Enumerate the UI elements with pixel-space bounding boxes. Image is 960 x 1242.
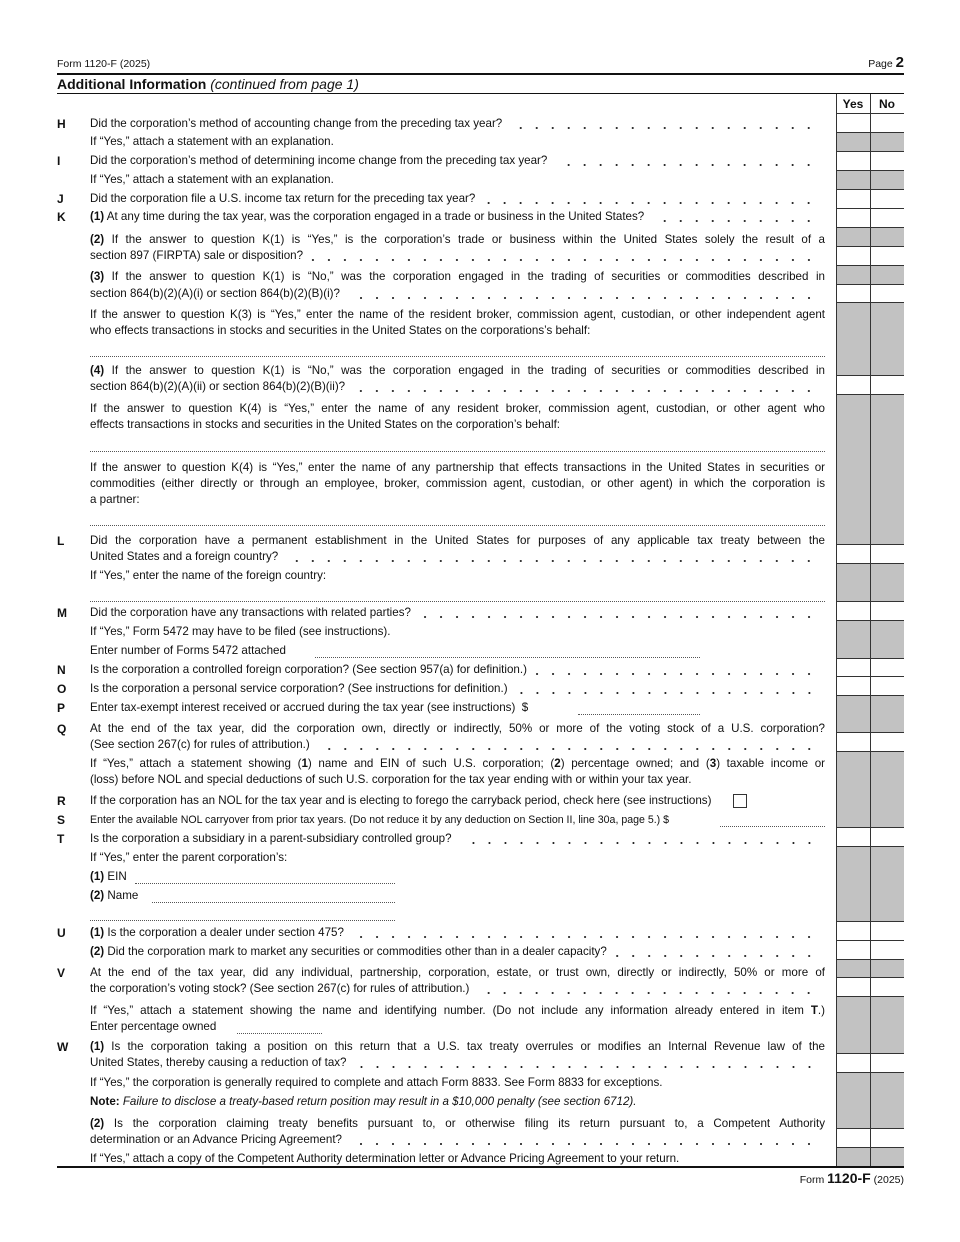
question-text — [90, 1095, 636, 1108]
question-text — [90, 549, 278, 565]
text-segment: Is the corporation a dealer under section 475? — [104, 926, 344, 939]
question-text — [90, 737, 310, 753]
no-answer-box[interactable] — [870, 978, 904, 997]
item-letter: U — [57, 926, 66, 940]
bold-label: 2 — [554, 757, 561, 770]
yes-answer-box[interactable] — [836, 285, 870, 303]
shaded-cell — [836, 395, 870, 545]
shaded-cell — [836, 847, 870, 922]
yes-answer-box[interactable] — [836, 545, 870, 564]
question-line — [90, 793, 825, 809]
text-segment: Did the corporation’s method of accounting change from the preceding tax year? — [90, 117, 503, 130]
text-segment: (loss) before NOL and special deductions of such U.S. corporation for the tax year ending with or within your tax year. — [90, 773, 692, 786]
text-segment: Enter number of Forms 5472 attached — [90, 644, 286, 657]
no-answer-box[interactable] — [870, 285, 904, 303]
dot-leader — [353, 379, 817, 395]
text-segment: If the answer to question K(1) is “No,” was the corporation engaged in the trading of securities or commodities described in — [104, 364, 825, 377]
bold-label: (2) — [90, 1117, 105, 1130]
text-segment: If the answer to question K(4) is “Yes,” enter the name of any partnership that effects transactions in the United States in securities or — [90, 461, 825, 474]
dot-leader — [555, 153, 817, 169]
dot-leader — [615, 944, 817, 960]
text-segment: section 897 (FIRPTA) sale or disposition? — [90, 249, 304, 262]
text-segment: At any time during the tax year, was the corporation engaged in a trade or business in the United States? — [104, 210, 645, 223]
text-segment: If the answer to question K(1) is “No,” was the corporation engaged in the trading of securities or commodities described in — [104, 270, 825, 283]
bold-label: (3) — [90, 270, 105, 283]
text-segment: a partner: — [90, 493, 140, 506]
question-text — [90, 662, 527, 678]
dot-leader — [352, 925, 817, 941]
text-segment: If “Yes,” enter the name of the foreign country: — [90, 569, 327, 582]
question-text — [90, 1040, 825, 1053]
question-line — [90, 248, 825, 264]
dot-leader — [477, 981, 817, 997]
text-segment: Is the corporation a controlled foreign corporation? (See section 957(a) for definition.) — [90, 663, 527, 676]
footer-form-number: 1120-F — [827, 1170, 871, 1186]
no-answer-box[interactable] — [870, 1054, 904, 1073]
question-text — [90, 722, 825, 735]
page-label: Page — [868, 58, 893, 70]
question-text — [90, 701, 528, 714]
write-in-line[interactable] — [90, 601, 825, 602]
question-text — [90, 493, 140, 506]
question-text — [90, 248, 303, 264]
question-line — [90, 1094, 825, 1110]
shaded-cell — [870, 1073, 904, 1129]
shaded-cell — [836, 133, 870, 152]
question-line — [90, 605, 825, 621]
dot-leader — [311, 248, 817, 264]
question-line — [90, 363, 825, 379]
text-segment: If “Yes,” Form 5472 may have to be filed (see instructions). — [90, 625, 391, 638]
question-line — [90, 681, 825, 697]
bold-label: (1) — [90, 926, 105, 939]
text-segment: Did the corporation mark to market any securities or commodities other than in a dealer capacity? — [104, 945, 607, 958]
no-answer-box[interactable] — [870, 152, 904, 171]
question-line — [90, 1039, 825, 1055]
shaded-cell — [870, 752, 904, 828]
text-segment: If “Yes,” the corporation is generally required to complete and attach Form 8833. See Form 8833 for exceptions. — [90, 1076, 663, 1089]
shaded-cell — [870, 621, 904, 659]
text-segment: If “Yes,” attach a statement showing ( — [90, 757, 302, 770]
question-line — [90, 700, 825, 716]
no-answer-box[interactable] — [870, 209, 904, 228]
bold-label: (2) — [90, 889, 105, 902]
bold-label: (4) — [90, 364, 105, 377]
bold-label: (1) — [90, 210, 105, 223]
question-text — [90, 773, 691, 786]
question-text — [90, 569, 326, 582]
yes-answer-box[interactable] — [836, 828, 870, 847]
entry-field[interactable] — [135, 883, 395, 884]
question-text — [90, 794, 711, 807]
no-answer-box[interactable] — [870, 247, 904, 266]
dot-leader — [286, 549, 817, 565]
question-line — [90, 568, 825, 584]
footer-year: (2025) — [873, 1174, 904, 1186]
question-text — [90, 644, 286, 657]
question-line — [90, 134, 825, 150]
text-segment: Is the corporation taking a position on this return that a U.S. tax treaty overrules or modifies an Internal Revenue law of the — [104, 1040, 825, 1053]
shaded-cell — [870, 133, 904, 152]
question-text — [90, 1152, 679, 1165]
entry-field[interactable] — [720, 826, 825, 827]
item-letter: S — [57, 813, 66, 827]
question-text — [90, 966, 825, 979]
text-segment: EIN — [104, 870, 127, 883]
question-line — [90, 492, 825, 508]
question-text — [90, 461, 825, 474]
question-line — [90, 831, 825, 847]
bold-label: Note: — [90, 1095, 120, 1108]
shaded-cell — [836, 228, 870, 247]
dot-leader — [516, 681, 817, 697]
entry-field[interactable] — [237, 1033, 322, 1034]
text-segment: (See section 267(c) for rules of attribution.) — [90, 738, 310, 751]
item-letter: W — [57, 1040, 69, 1054]
question-line — [90, 981, 825, 997]
item-letter: J — [57, 192, 64, 206]
item-letter: M — [57, 606, 67, 620]
question-text — [90, 605, 411, 621]
question-text — [90, 831, 452, 847]
text-segment: United States and a foreign country? — [90, 550, 279, 563]
bold-label: 3 — [709, 757, 717, 770]
question-text — [90, 1004, 825, 1017]
text-segment: effects transactions in stocks and securities in the United States on the corporation’s behalf: — [90, 418, 561, 431]
question-line — [90, 1075, 825, 1091]
text-segment: Did the corporation’s method of determining income change from the preceding tax year? — [90, 154, 548, 167]
dot-leader — [348, 286, 817, 302]
yes-answer-box[interactable] — [836, 941, 870, 960]
question-text — [90, 1076, 662, 1089]
no-answer-box[interactable] — [870, 659, 904, 677]
footer-form-prefix: Form — [799, 1174, 825, 1186]
question-line — [90, 1116, 825, 1132]
yes-answer-box[interactable] — [836, 152, 870, 171]
shaded-cell — [870, 564, 904, 602]
yes-answer-box[interactable] — [836, 209, 870, 228]
text-segment: If “Yes,” enter the parent corporation’s: — [90, 851, 288, 864]
no-answer-box[interactable] — [870, 677, 904, 696]
text-segment: the corporation’s voting stock? (See section 267(c) for rules of attribution.) — [90, 982, 470, 995]
item-letter: T — [57, 832, 65, 846]
yes-column-header: Yes — [836, 95, 870, 114]
question-text — [90, 173, 334, 186]
item-letter: N — [57, 663, 66, 677]
entry-field[interactable] — [315, 657, 700, 658]
shaded-cell — [870, 266, 904, 285]
shaded-cell — [870, 303, 904, 376]
question-line — [90, 721, 825, 737]
question-line — [90, 307, 825, 323]
question-text — [90, 681, 508, 697]
write-in-line[interactable] — [90, 525, 825, 526]
question-text — [90, 625, 391, 638]
no-answer-box[interactable] — [870, 545, 904, 564]
question-text — [90, 477, 825, 490]
question-line — [90, 772, 825, 788]
question-line — [90, 1132, 825, 1148]
item-letter: I — [57, 154, 61, 168]
write-in-line[interactable] — [90, 920, 395, 921]
text-segment: At the end of the tax year, did any individual, partnership, corporation, estate, or trust own, directly or indirectly, 50% or more of — [90, 966, 825, 979]
question-text — [90, 153, 547, 169]
footer-rule — [57, 1166, 904, 1168]
question-text — [90, 870, 127, 883]
text-segment: If “Yes,” attach a statement showing the name and identifying number. (Do not include any information already entered in item — [90, 1004, 811, 1017]
no-answer-box[interactable] — [870, 828, 904, 847]
question-line — [90, 379, 825, 395]
question-text — [90, 324, 590, 337]
shaded-cell — [870, 228, 904, 247]
section-rule — [57, 93, 904, 94]
item-letter: O — [57, 682, 67, 696]
question-text — [90, 233, 825, 246]
question-line — [90, 944, 825, 960]
shaded-cell — [836, 960, 870, 978]
no-answer-box[interactable] — [870, 733, 904, 752]
write-in-line[interactable] — [90, 356, 825, 357]
shaded-cell — [870, 960, 904, 978]
text-segment: ) percentage owned; and ( — [560, 757, 710, 770]
question-line — [90, 209, 825, 225]
question-text — [90, 944, 607, 960]
shaded-cell — [836, 997, 870, 1054]
entry-field[interactable] — [152, 902, 395, 903]
question-line — [90, 401, 825, 417]
text-segment: At the end of the tax year, did the corporation own, directly or indirectly, 50% or more of the voting stock of a U.S. corporation? — [90, 722, 825, 735]
text-segment: determination or an Advance Pricing Agreement? — [90, 1133, 342, 1146]
question-line — [90, 417, 825, 433]
no-answer-box[interactable] — [870, 922, 904, 941]
item-letter: P — [57, 701, 66, 715]
shaded-cell — [836, 696, 870, 733]
bold-label: (1) — [90, 870, 105, 883]
dot-leader — [318, 737, 817, 753]
question-line — [90, 116, 825, 132]
grid-column-divider — [836, 94, 837, 1167]
bold-label: (2) — [90, 945, 105, 958]
question-line — [90, 624, 825, 640]
text-segment: Is the corporation a personal service corporation? (See instructions for definition.) — [90, 682, 508, 695]
text-segment: ) name and EIN of such U.S. corporation; ( — [307, 757, 555, 770]
yes-answer-box[interactable] — [836, 733, 870, 752]
text-segment: Enter the available NOL carryover from prior tax years. (Do not reduce it by any deduction on Section II, line 30a, page 5.) $ — [90, 814, 670, 826]
text-segment: If the answer to question K(1) is “Yes,” is the corporation’s trade or business within the United States solely the result of a — [104, 233, 825, 246]
bold-label: 1 — [301, 757, 308, 770]
section-heading — [57, 76, 359, 93]
shaded-cell — [836, 621, 870, 659]
question-text — [90, 757, 825, 770]
question-line — [90, 1055, 825, 1071]
text-segment: If “Yes,” attach a statement with an explanation. — [90, 135, 334, 148]
question-text — [90, 135, 334, 148]
question-text — [90, 889, 138, 902]
no-answer-box[interactable] — [870, 941, 904, 960]
item-letter: L — [57, 534, 65, 548]
yes-answer-box[interactable] — [836, 978, 870, 997]
question-line — [90, 191, 825, 207]
dot-leader — [483, 191, 817, 207]
question-line — [90, 737, 825, 753]
question-text — [90, 851, 287, 864]
question-text — [90, 1055, 347, 1071]
yes-answer-box[interactable] — [836, 922, 870, 941]
question-text — [90, 364, 825, 377]
question-line — [90, 1019, 825, 1035]
form-label: Form 1120-F (2025) — [57, 58, 151, 70]
text-segment: Did the corporation have any transactions with related parties? — [90, 606, 411, 619]
dot-leader — [460, 831, 817, 847]
header-rule — [57, 73, 904, 75]
text-segment: Is the corporation a subsidiary in a parent-subsidiary controlled group? — [90, 832, 452, 845]
text-segment: Did the corporation have a permanent establishment in the United States for purposes of any applicable tax treaty between the — [90, 534, 825, 547]
item-letter: V — [57, 966, 66, 980]
text-segment: section 864(b)(2)(A)(ii) or section 864(b)(2)(B)(ii)? — [90, 380, 346, 393]
yes-answer-box[interactable] — [836, 114, 870, 133]
shaded-cell — [836, 171, 870, 190]
question-line — [90, 286, 825, 302]
question-text — [90, 1132, 342, 1148]
form-footer — [800, 1170, 904, 1186]
question-text — [90, 379, 345, 395]
question-text — [90, 270, 825, 283]
question-text — [90, 1020, 216, 1033]
question-line — [90, 533, 825, 549]
question-line — [90, 1151, 825, 1167]
yes-answer-box[interactable] — [836, 659, 870, 677]
shaded-cell — [870, 395, 904, 545]
text-segment: If the answer to question K(4) is “Yes,” enter the name of any resident broker, commission agent, custodian, or other agent who — [90, 402, 825, 415]
question-line — [90, 850, 825, 866]
question-text — [90, 925, 344, 941]
no-answer-box[interactable] — [870, 1129, 904, 1148]
item-letter: K — [57, 210, 66, 224]
question-line — [90, 662, 825, 678]
dot-leader — [652, 209, 817, 225]
text-segment: Failure to disclose a treaty-based return position may result in a $10,000 penalty (see section 6712). — [119, 1095, 637, 1108]
text-segment: commodities (either directly or through an employee, broker, commission agent, custodian, or other agent) in which the corporation is — [90, 477, 825, 490]
shaded-cell — [870, 997, 904, 1054]
text-segment: If the answer to question K(3) is “Yes,” enter the name of the resident broker, commission agent, custodian, or other independent agent — [90, 308, 825, 321]
yes-answer-box[interactable] — [836, 190, 870, 209]
dot-leader — [350, 1132, 817, 1148]
question-text — [90, 402, 825, 415]
text-segment: who effects transactions in stocks and securities in the United States on the corporations’s behalf: — [90, 324, 591, 337]
text-segment: If “Yes,” attach a copy of the Competent Authority determination letter or Advance Pricing Agreement to your return. — [90, 1152, 680, 1165]
text-segment: Name — [104, 889, 139, 902]
no-answer-box[interactable] — [870, 114, 904, 133]
question-text — [90, 308, 825, 321]
nol-election-checkbox[interactable] — [733, 794, 747, 808]
no-column-header: No — [870, 95, 904, 114]
text-segment: ) taxable income or — [716, 757, 825, 770]
question-line — [90, 323, 825, 339]
shaded-cell — [836, 1148, 870, 1167]
question-text — [90, 418, 560, 431]
text-segment: Enter percentage owned — [90, 1020, 217, 1033]
shaded-cell — [870, 847, 904, 922]
question-text — [90, 814, 669, 826]
text-segment: United States, thereby causing a reduction of tax? — [90, 1056, 347, 1069]
item-letter: R — [57, 794, 66, 808]
yes-answer-box[interactable] — [836, 247, 870, 266]
question-text — [90, 286, 340, 302]
shaded-cell — [870, 171, 904, 190]
bold-label: (2) — [90, 233, 105, 246]
shaded-cell — [836, 266, 870, 285]
question-line — [90, 460, 825, 476]
question-text — [90, 116, 502, 132]
dot-leader — [535, 662, 817, 678]
question-line — [90, 269, 825, 285]
question-text — [90, 1117, 825, 1130]
yes-answer-box[interactable] — [836, 376, 870, 395]
page-indicator — [868, 54, 904, 71]
text-segment: Enter tax-exempt interest received or accrued during the tax year (see instructions) $ — [90, 701, 529, 714]
dot-leader — [419, 605, 817, 621]
question-line — [90, 476, 825, 492]
text-segment: If the corporation has an NOL for the tax year and is electing to forego the carryback period, check here (see instructions) — [90, 794, 712, 807]
shaded-cell — [870, 696, 904, 733]
question-line — [90, 153, 825, 169]
question-line — [90, 549, 825, 565]
item-letter: Q — [57, 722, 67, 736]
question-line — [90, 756, 825, 772]
question-line — [90, 925, 825, 941]
yes-answer-box[interactable] — [836, 602, 870, 621]
yes-answer-box[interactable] — [836, 677, 870, 696]
question-line — [90, 1003, 825, 1019]
entry-field[interactable] — [578, 714, 700, 715]
grid-column-divider — [870, 94, 871, 1167]
text-segment: .) — [817, 1004, 825, 1017]
shaded-cell — [870, 1148, 904, 1167]
text-segment: If “Yes,” attach a statement with an explanation. — [90, 173, 334, 186]
dot-leader — [510, 116, 817, 132]
question-text — [90, 981, 469, 997]
bold-label: T — [810, 1004, 818, 1017]
shaded-cell — [836, 752, 870, 828]
yes-answer-box[interactable] — [836, 1129, 870, 1148]
item-letter: H — [57, 117, 66, 131]
text-segment: Is the corporation claiming treaty benefits pursuant to, or otherwise filing its return pursuant to, a Competent Authority — [104, 1117, 825, 1130]
no-answer-box[interactable] — [870, 376, 904, 395]
text-segment: section 864(b)(2)(A)(i) or section 864(b)(2)(B)(i)? — [90, 287, 340, 300]
text-segment: Did the corporation file a U.S. income tax return for the preceding tax year? — [90, 192, 476, 205]
dot-leader — [355, 1055, 817, 1071]
bold-label: (1) — [90, 1040, 105, 1053]
yes-answer-box[interactable] — [836, 1054, 870, 1073]
no-answer-box[interactable] — [870, 190, 904, 209]
no-answer-box[interactable] — [870, 602, 904, 621]
write-in-line[interactable] — [90, 451, 825, 452]
question-line — [90, 965, 825, 981]
question-text — [90, 534, 825, 547]
section-subtitle: (continued from page 1) — [210, 76, 359, 92]
shaded-cell — [836, 303, 870, 376]
page-number: 2 — [895, 54, 904, 71]
question-line — [90, 232, 825, 248]
question-text — [90, 209, 644, 225]
shaded-cell — [836, 564, 870, 602]
question-text — [90, 191, 475, 207]
section-title: Additional Information — [57, 76, 207, 92]
question-line — [90, 812, 825, 828]
shaded-cell — [836, 1073, 870, 1129]
question-line — [90, 172, 825, 188]
